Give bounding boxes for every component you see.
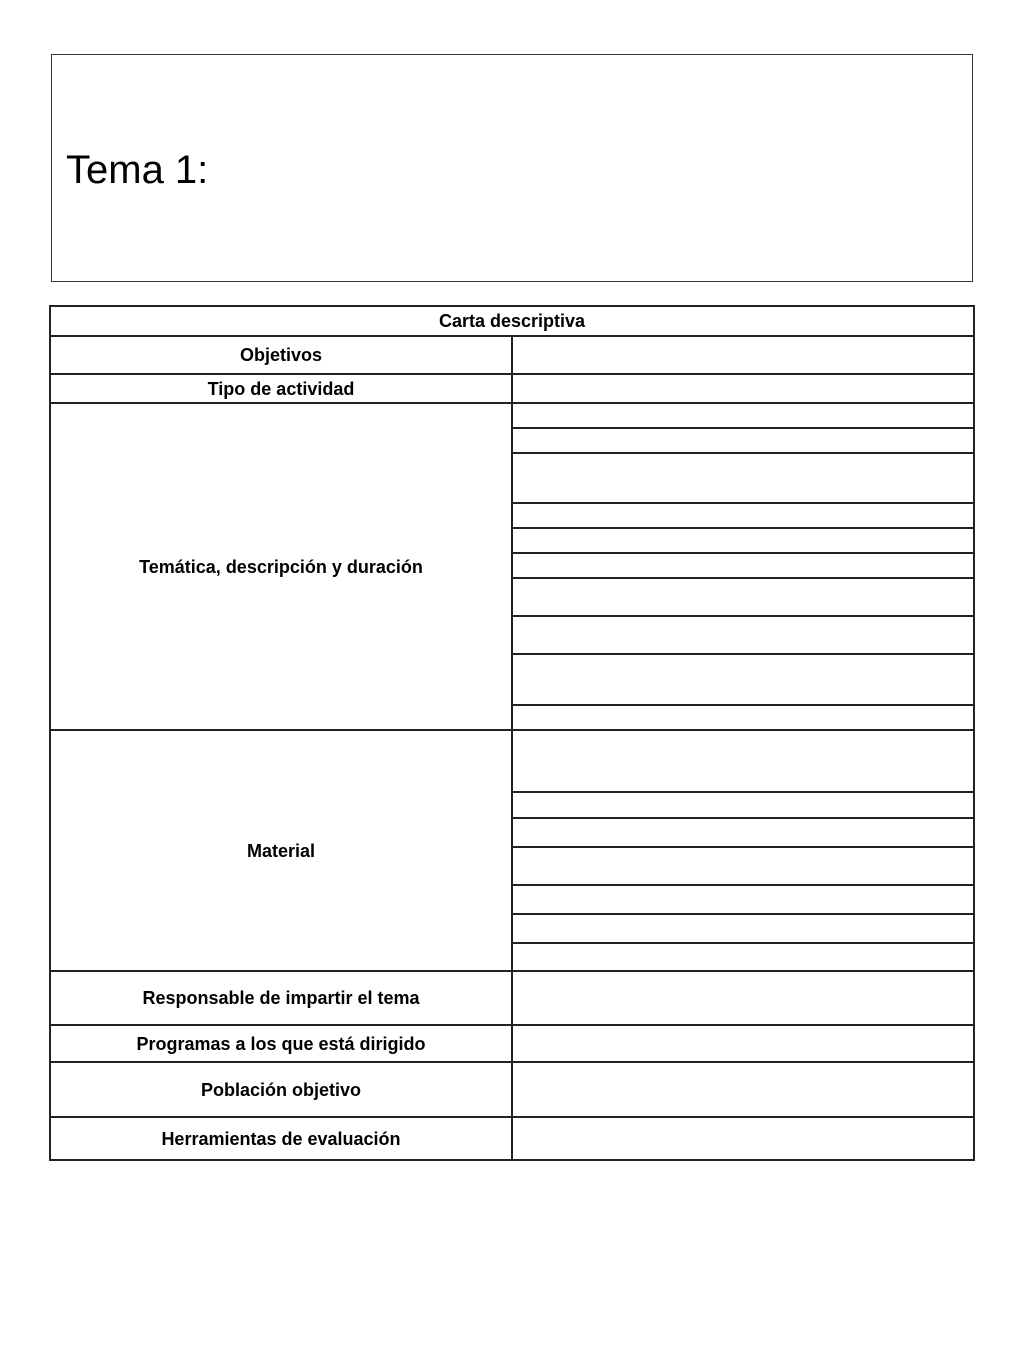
tematica-value-cell[interactable] <box>512 705 974 730</box>
tematica-value-cell[interactable] <box>512 578 974 616</box>
tematica-label: Temática, descripción y duración <box>50 403 512 730</box>
material-label: Material <box>50 730 512 971</box>
poblacion-label: Población objetivo <box>50 1062 512 1117</box>
title-box <box>51 54 973 282</box>
programas-label: Programas a los que está dirigido <box>50 1025 512 1062</box>
table-heading: Carta descriptiva <box>50 306 974 336</box>
material-value-cell[interactable] <box>512 792 974 818</box>
material-value-cell[interactable] <box>512 847 974 885</box>
tipo-actividad-value-cell[interactable] <box>512 374 974 403</box>
material-value-cell[interactable] <box>512 943 974 971</box>
programas-value-cell[interactable] <box>512 1025 974 1062</box>
tematica-value-cell[interactable] <box>512 528 974 553</box>
page-title: Tema 1: <box>66 148 209 192</box>
tematica-value-cell[interactable] <box>512 553 974 578</box>
tematica-value-cell[interactable] <box>512 403 974 428</box>
material-value-cell[interactable] <box>512 914 974 943</box>
herramientas-label: Herramientas de evaluación <box>50 1117 512 1160</box>
objetivos-label: Objetivos <box>50 336 512 374</box>
responsable-value-cell[interactable] <box>512 971 974 1025</box>
material-value-cell[interactable] <box>512 730 974 792</box>
tematica-value-cell[interactable] <box>512 453 974 503</box>
carta-descriptiva-table <box>49 305 975 1161</box>
material-value-cell[interactable] <box>512 885 974 914</box>
tematica-value-cell[interactable] <box>512 503 974 528</box>
tipo-actividad-label: Tipo de actividad <box>50 374 512 403</box>
herramientas-value-cell[interactable] <box>512 1117 974 1160</box>
objetivos-value-cell[interactable] <box>512 336 974 374</box>
responsable-label: Responsable de impartir el tema <box>50 971 512 1025</box>
tematica-value-cell[interactable] <box>512 428 974 453</box>
material-value-cell[interactable] <box>512 818 974 847</box>
tematica-value-cell[interactable] <box>512 616 974 654</box>
tematica-value-cell[interactable] <box>512 654 974 705</box>
poblacion-value-cell[interactable] <box>512 1062 974 1117</box>
